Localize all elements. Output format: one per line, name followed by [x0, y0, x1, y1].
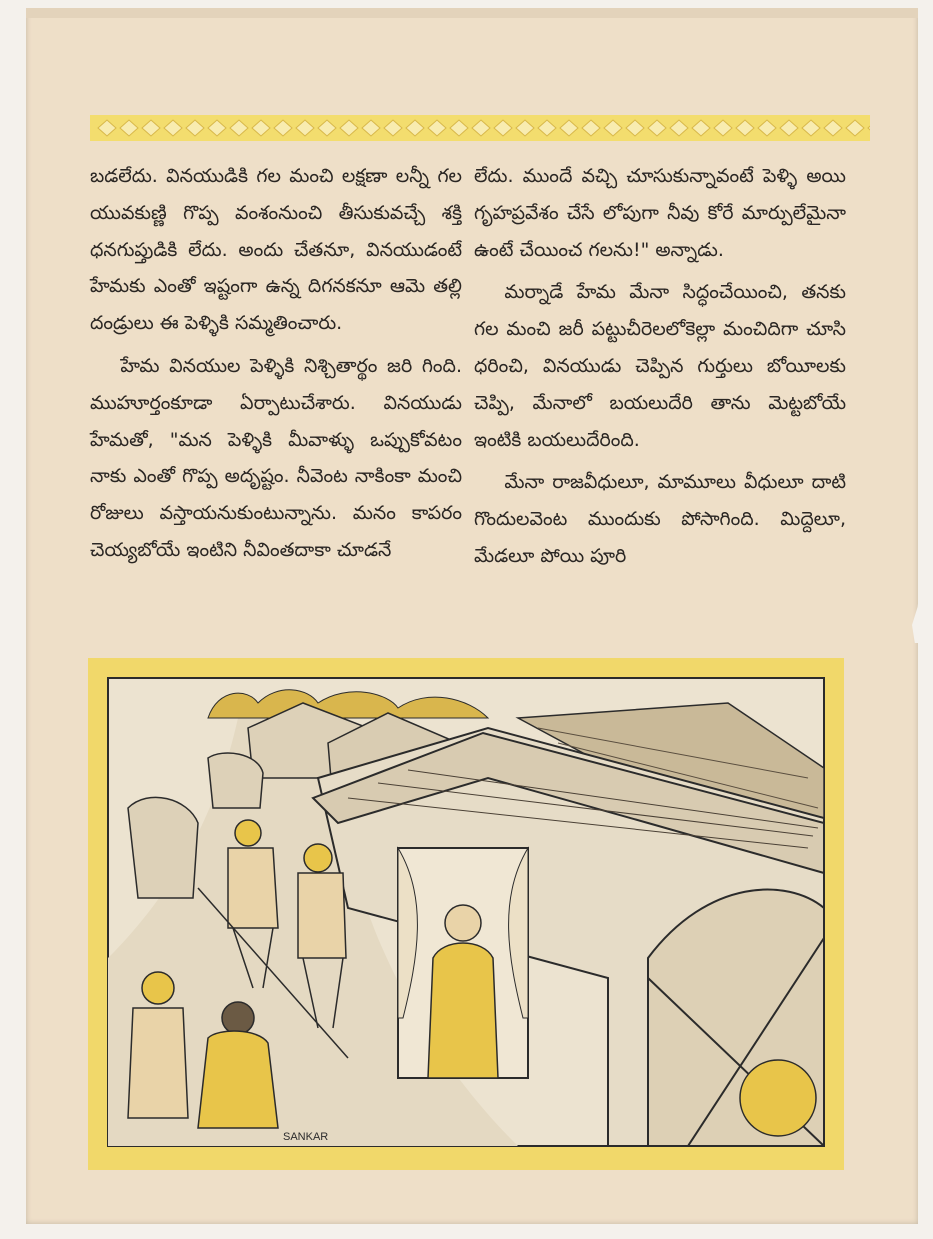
- page-top-edge: [26, 8, 918, 18]
- text-column-right: [474, 158, 846, 575]
- paragraph: హేమ వినయుల పెళ్ళికి నిశ్చితార్థం జరి గింది. ముహూర్తంకూడా ఏర్పాటుచేశారు. వినయుడు హేమతో, "మన పెళ్ళికి మీవాళ్ళు ఒప్పుకోవటం నాకు ఎంతో గొప్ప అదృష్టం. నీవెంట నాకింకా మంచి రోజులు వస్తాయనుకుంటున్నాను. మనం కాపరం చెయ్యబోయే ఇంటిని నీవింతదాకా చూడనే: [90, 354, 462, 561]
- magazine-page: [26, 8, 918, 1224]
- palanquin-street-scene: [88, 658, 844, 1170]
- decorative-border-strip: [90, 115, 870, 141]
- paragraph: బడలేదు. వినయుడికి గల మంచి లక్షణా లన్నీ గల యువకుణ్ణి గొప్ప వంశంనుంచి తీసుకువచ్చే శక్తి ధనగుప్తుడికి లేదు. అందు చేతనూ, వినయుడంటే హేమకు ఎంతో ఇష్టంగా ఉన్న దిగనకనూ ఆమె తల్లి దండ్రులు ఈ పెళ్ళికి సమ్మతించారు.: [90, 165, 462, 335]
- artist-signature: SANKAR: [283, 1131, 329, 1143]
- text-column-left: [90, 158, 462, 569]
- paragraph: మేనా రాజవీధులూ, మామూలు వీధులూ దాటి గొందులవెంట ముందుకు పోసాగింది. మిద్దెలూ, మేడలూ పోయి పూరి: [474, 471, 846, 567]
- torn-page-edge: [912, 583, 926, 643]
- paragraph: లేదు. ముందే వచ్చి చూసుకున్నావంటే పెళ్ళి అయి గృహప్రవేశం చేసే లోపుగా నీవు కోరే మార్పులేమైనా ఉంటే చేయించ గలను!" అన్నాడు.: [474, 165, 846, 261]
- paragraph: మర్నాడే హేమ మేనా సిద్ధంచేయించి, తనకు గల మంచి జరీ పట్టుచీరెలలోకెల్లా మంచిదిగా చూసి ధరించి, వినయుడు చెప్పిన గుర్తులు బోయీలకు చెప్పి, మేనాలో బయలుదేరి తాను మెట్టబోయే ఇంటికి బయలుదేరింది.: [474, 281, 846, 451]
- story-illustration: [88, 658, 844, 1170]
